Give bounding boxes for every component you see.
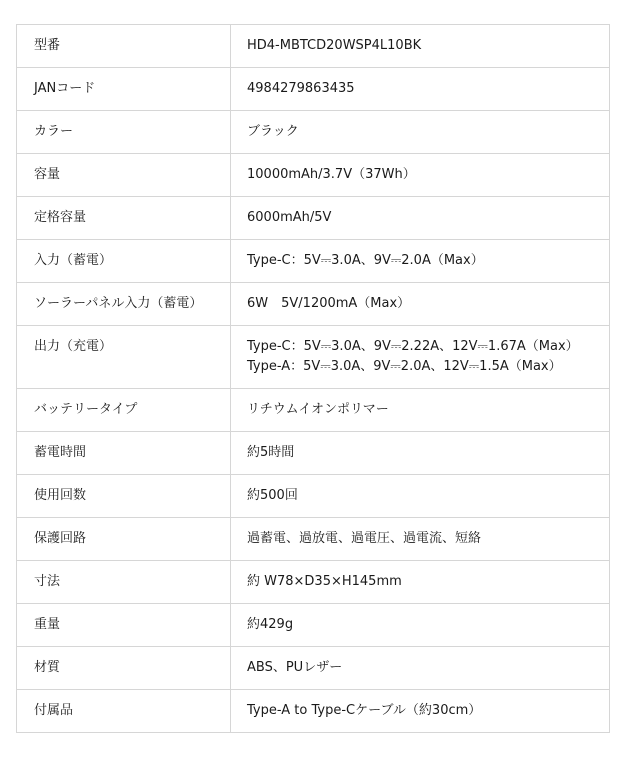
spec-row-weight [17,604,610,647]
spec-value-line-type-a: Type-A：5V⎓3.0A、9V⎓2.0A、12V⎓1.5A（Max） [247,359,562,374]
spec-label: 蓄電時間 [17,432,231,475]
spec-value: 6W 5V/1200mA（Max） [231,283,610,326]
spec-value: ABS、PUレザー [231,647,610,690]
spec-row-protection [17,518,610,561]
spec-value: Type-C：5V⎓3.0A、9V⎓2.0A（Max） [231,240,610,283]
spec-value: 約500回 [231,475,610,518]
spec-value: 4984279863435 [231,68,610,111]
spec-value-line-type-c: Type-C：5V⎓3.0A、9V⎓2.22A、12V⎓1.67A（Max） [247,339,579,354]
spec-label: 材質 [17,647,231,690]
spec-row-solar-input [17,283,610,326]
spec-value: Type-A to Type-Cケーブル（約30cm） [231,690,610,733]
spec-table-body [17,25,610,733]
spec-label: 出力（充電） [17,326,231,389]
spec-row-battery-type [17,389,610,432]
spec-value: 過蓄電、過放電、過電圧、過電流、短絡 [231,518,610,561]
spec-label: 重量 [17,604,231,647]
spec-value: ブラック [231,111,610,154]
spec-label: 入力（蓄電） [17,240,231,283]
spec-value: 6000mAh/5V [231,197,610,240]
spec-row-input [17,240,610,283]
spec-value: 約5時間 [231,432,610,475]
spec-label: 付属品 [17,690,231,733]
spec-value: リチウムイオンポリマー [231,389,610,432]
spec-label: バッテリータイプ [17,389,231,432]
spec-value [231,326,610,389]
spec-label: 定格容量 [17,197,231,240]
spec-value: 約429g [231,604,610,647]
spec-label: 使用回数 [17,475,231,518]
spec-row-charge-time [17,432,610,475]
spec-label: 保護回路 [17,518,231,561]
spec-row-jan [17,68,610,111]
spec-value: 約 W78×D35×H145mm [231,561,610,604]
spec-value: 10000mAh/3.7V（37Wh） [231,154,610,197]
spec-label: カラー [17,111,231,154]
spec-row-accessories [17,690,610,733]
spec-row-capacity [17,154,610,197]
spec-row-dimensions [17,561,610,604]
spec-row-cycles [17,475,610,518]
spec-row-output [17,326,610,389]
spec-row-color [17,111,610,154]
spec-table [16,24,610,733]
spec-row-model [17,25,610,68]
spec-label: ソーラーパネル入力（蓄電） [17,283,231,326]
spec-row-material [17,647,610,690]
spec-label: 寸法 [17,561,231,604]
spec-label: 容量 [17,154,231,197]
spec-label: 型番 [17,25,231,68]
spec-label: JANコード [17,68,231,111]
spec-value: HD4-MBTCD20WSP4L10BK [231,25,610,68]
spec-row-rated-capacity [17,197,610,240]
